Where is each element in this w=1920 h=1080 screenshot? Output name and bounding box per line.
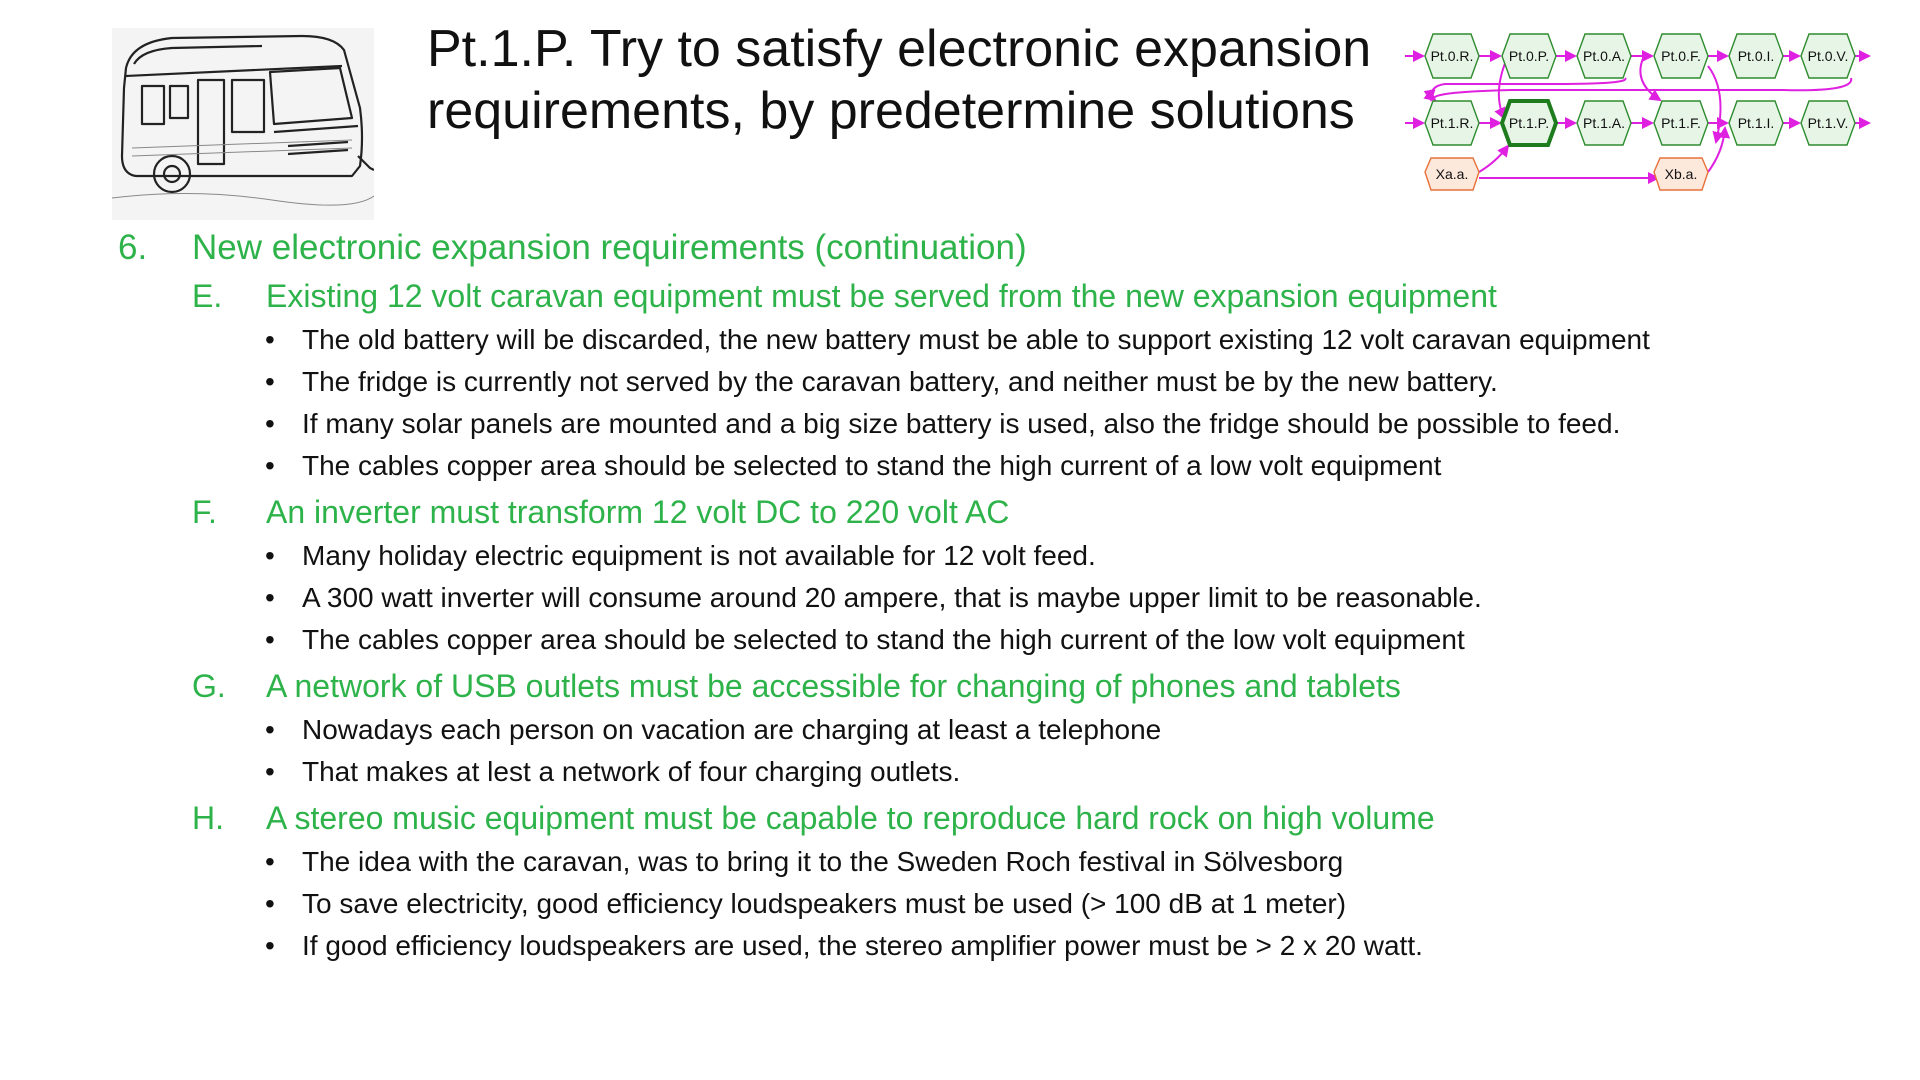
bullet-symbol: • [265, 714, 275, 745]
bullet-text: The idea with the caravan, was to bring it to the Sweden Roch festival in Sölvesborg [302, 846, 1344, 877]
flow-node-label: Pt.1.V. [1807, 115, 1849, 131]
bullet-text: If good efficiency loudspeakers are used, the stereo amplifier power must be > 2 x 20 watt. [302, 930, 1423, 961]
flow-node-label: Pt.0.I. [1737, 48, 1775, 64]
flow-arrow [1708, 66, 1721, 142]
flow-node-label: Pt.0.A. [1582, 48, 1626, 64]
subsection-heading-text: An inverter must transform 12 volt DC to 220 volt AC [266, 494, 1010, 530]
subsection-heading-text: A network of USB outlets must be accessible for changing of phones and tablets [266, 668, 1401, 704]
bullet-symbol: • [265, 366, 275, 397]
bullet-symbol: • [265, 582, 275, 613]
bullet-text: A 300 watt inverter will consume around 20 ampere, that is maybe upper limit to be reasonable. [302, 582, 1482, 613]
flow-node-label: Xb.a. [1664, 166, 1698, 182]
bullet-symbol: • [265, 324, 275, 355]
flow-node-label: Pt.0.P. [1508, 48, 1550, 64]
process-flow-diagram [1405, 22, 1905, 202]
bullet-text: The old battery will be discarded, the new battery must be able to support existing 12 volt caravan equipment [302, 324, 1650, 355]
flow-node-label: Pt.1.P. [1508, 115, 1550, 131]
bullet-text: If many solar panels are mounted and a big size battery is used, also the fridge should be possible to feed. [302, 408, 1621, 439]
subsection-letter: H. [192, 800, 224, 836]
bullet-symbol: • [265, 930, 275, 961]
bullet-symbol: • [265, 408, 275, 439]
bullet-symbol: • [265, 756, 275, 787]
flow-node-label: Pt.1.A. [1582, 115, 1626, 131]
bullet-symbol: • [265, 846, 275, 877]
section-heading-text: New electronic expansion requirements (continuation) [192, 228, 1027, 267]
caravan-illustration [112, 28, 374, 220]
bullet-text: To save electricity, good efficiency loudspeakers must be used (> 100 dB at 1 meter) [302, 888, 1347, 919]
flow-node-label: Pt.1.F. [1661, 115, 1701, 131]
flow-node-label: Pt.0.R. [1430, 48, 1474, 64]
flow-node-label: Pt.0.V. [1807, 48, 1849, 64]
flow-node-label: Xa.a. [1435, 166, 1469, 182]
bullet-text: Nowadays each person on vacation are charging at least a telephone [302, 714, 1162, 745]
bullet-text: The cables copper area should be selected to stand the high current of the low volt equipment [302, 624, 1465, 655]
subsection-heading-text: A stereo music equipment must be capable to reproduce hard rock on high volume [266, 800, 1435, 836]
bullet-symbol: • [265, 888, 275, 919]
flow-arrow [1479, 146, 1508, 172]
subsection-letter: G. [192, 668, 226, 704]
bullet-text: Many holiday electric equipment is not available for 12 volt feed. [302, 540, 1096, 571]
bullet-symbol: • [265, 450, 275, 481]
slide-title: Pt.1.P. Try to satisfy electronic expansion requirements, by predetermine solutions [427, 20, 1372, 140]
subsection-letter: F. [192, 494, 217, 530]
flow-node-label: Pt.1.R. [1430, 115, 1474, 131]
bullet-symbol: • [265, 540, 275, 571]
flow-node-label: Pt.0.F. [1661, 48, 1701, 64]
section-number: 6. [118, 228, 148, 267]
bullet-symbol: • [265, 624, 275, 655]
flow-node-label: Pt.1.I. [1737, 115, 1775, 131]
subsection-heading-text: Existing 12 volt caravan equipment must be served from the new expansion equipment [266, 278, 1497, 314]
bullet-text: The cables copper area should be selected to stand the high current of a low volt equipment [302, 450, 1442, 481]
bullet-text: The fridge is currently not served by the caravan battery, and neither must be by the new battery. [302, 366, 1498, 397]
flow-arrow [1708, 128, 1725, 172]
bullet-text: That makes at lest a network of four charging outlets. [302, 756, 961, 787]
subsection-letter: E. [192, 278, 223, 314]
